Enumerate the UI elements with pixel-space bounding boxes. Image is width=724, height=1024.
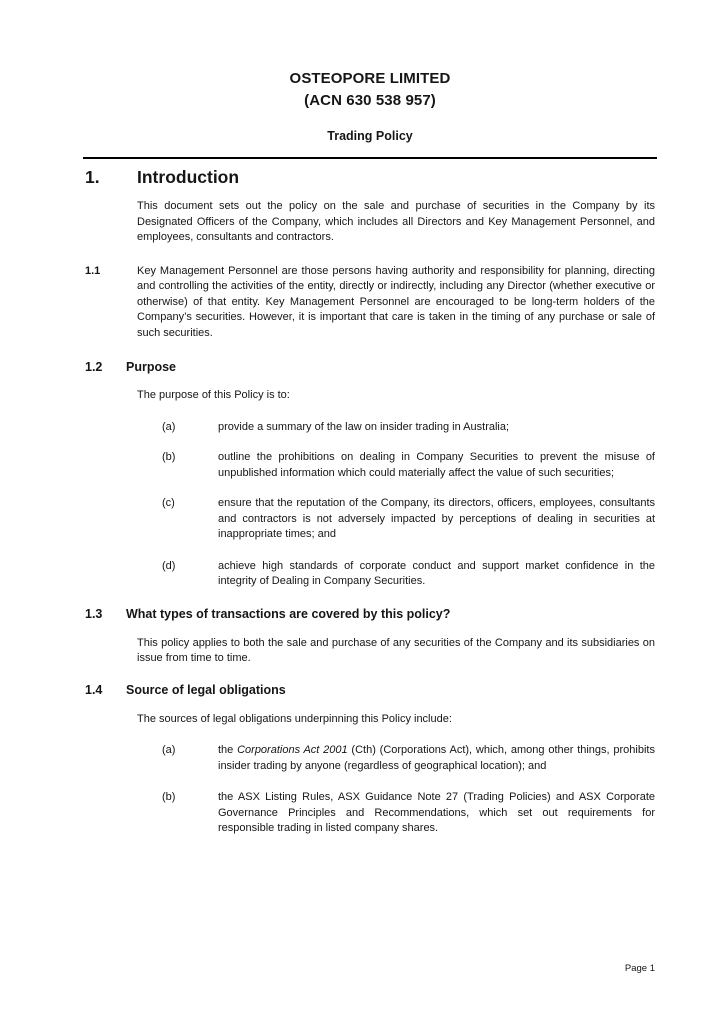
clause-1-4-title: Source of legal obligations <box>126 682 286 697</box>
list-marker: (a) <box>162 744 176 756</box>
list-text: outline the prohibitions on dealing in Company Securities to prevent the misuse of unpublished information which could materially affect the value of such securities; <box>218 451 655 479</box>
clause-1-3-body: This policy applies to both the sale and purchase of any securities of the Company and its subsidiaries on issue from time to time. <box>137 636 655 664</box>
clause-1-2-heading <box>85 359 655 375</box>
section-1-number: 1. <box>85 167 100 187</box>
clause-1-3-title: What types of transactions are covered by this policy? <box>126 606 451 621</box>
list-marker: (b) <box>162 791 176 803</box>
intro-paragraph: This document sets out the policy on the sale and purchase of securities in the Company by its Designated Officers of the Company, which includes all Directors and Key Management Personnel, and employees, consultants and contractors. <box>137 200 655 243</box>
section-1-heading <box>85 165 655 189</box>
list-text-prefix: the <box>218 744 238 756</box>
section-1-title: Introduction <box>137 167 240 187</box>
list-item-1-2-b <box>162 450 655 481</box>
list-text: the ASX Listing Rules, ASX Guidance Note 27 (Trading Policies) and ASX Corporate Governance Principles and Recommendations, which set out requirements for responsible trading in listed company shares. <box>218 791 655 834</box>
list-marker: (a) <box>162 420 176 433</box>
clause-1-1-text: Key Management Personnel are those persons having authority and responsibility for planning, directing and controlling the activities of the entity, directly or indirectly, including any Director (whether executive or otherwise) of that entity. Key Management Personnel are encouraged to be long-term holders of the Company’s securities. However, it is important that care is taken in the timing of any purchase or sale of such securities. <box>137 264 655 339</box>
clause-1-2-number: 1.2 <box>85 360 103 374</box>
act-name-italic: Corporations Act 2001 <box>237 744 348 756</box>
company-name: OSTEOPORE LIMITED <box>289 70 451 87</box>
clause-1-2-lead: The purpose of this Policy is to: <box>137 389 290 401</box>
list-item-1-2-d <box>162 559 655 590</box>
list-marker: (d) <box>162 559 176 572</box>
list-text-suffix: (Cth) (Corporations Act), which, among other things, prohibits insider trading by anyone (regardless of geographical location); and <box>218 744 655 772</box>
list-item-1-2-a <box>162 420 655 436</box>
clause-1-4-lead: The sources of legal obligations underpinning this Policy include: <box>137 712 452 725</box>
clause-1-2-title: Purpose <box>126 360 177 374</box>
list-marker: (b) <box>162 451 176 463</box>
header-divider <box>83 157 657 159</box>
clause-1-1-number: 1.1 <box>85 264 101 277</box>
list-text: provide a summary of the law on insider trading in Australia; <box>218 420 510 433</box>
clause-1-1 <box>85 264 655 342</box>
document-title: Trading Policy <box>327 129 413 143</box>
page-number: Page 1 <box>624 963 655 974</box>
list-item-1-4-b <box>162 790 655 837</box>
document-header <box>85 68 655 144</box>
list-text: achieve high standards of corporate conduct and support market confidence in the integrity of Dealing in Company Securities. <box>218 559 655 587</box>
list-item-1-4-a <box>162 743 655 774</box>
list-text: ensure that the reputation of the Company, its directors, officers, employees, consultants and contractors is not adversely impacted by perceptions of dealing in securities at inappropriate times; and <box>218 497 655 540</box>
list-item-1-2-c <box>162 496 655 543</box>
list-text <box>218 743 655 774</box>
clause-1-3-heading <box>85 606 655 622</box>
company-acn: (ACN 630 538 957) <box>304 92 436 109</box>
list-marker: (c) <box>162 497 175 509</box>
clause-1-4-number: 1.4 <box>85 682 103 697</box>
clause-1-4-heading <box>85 682 655 698</box>
clause-1-3-number: 1.3 <box>85 606 103 621</box>
